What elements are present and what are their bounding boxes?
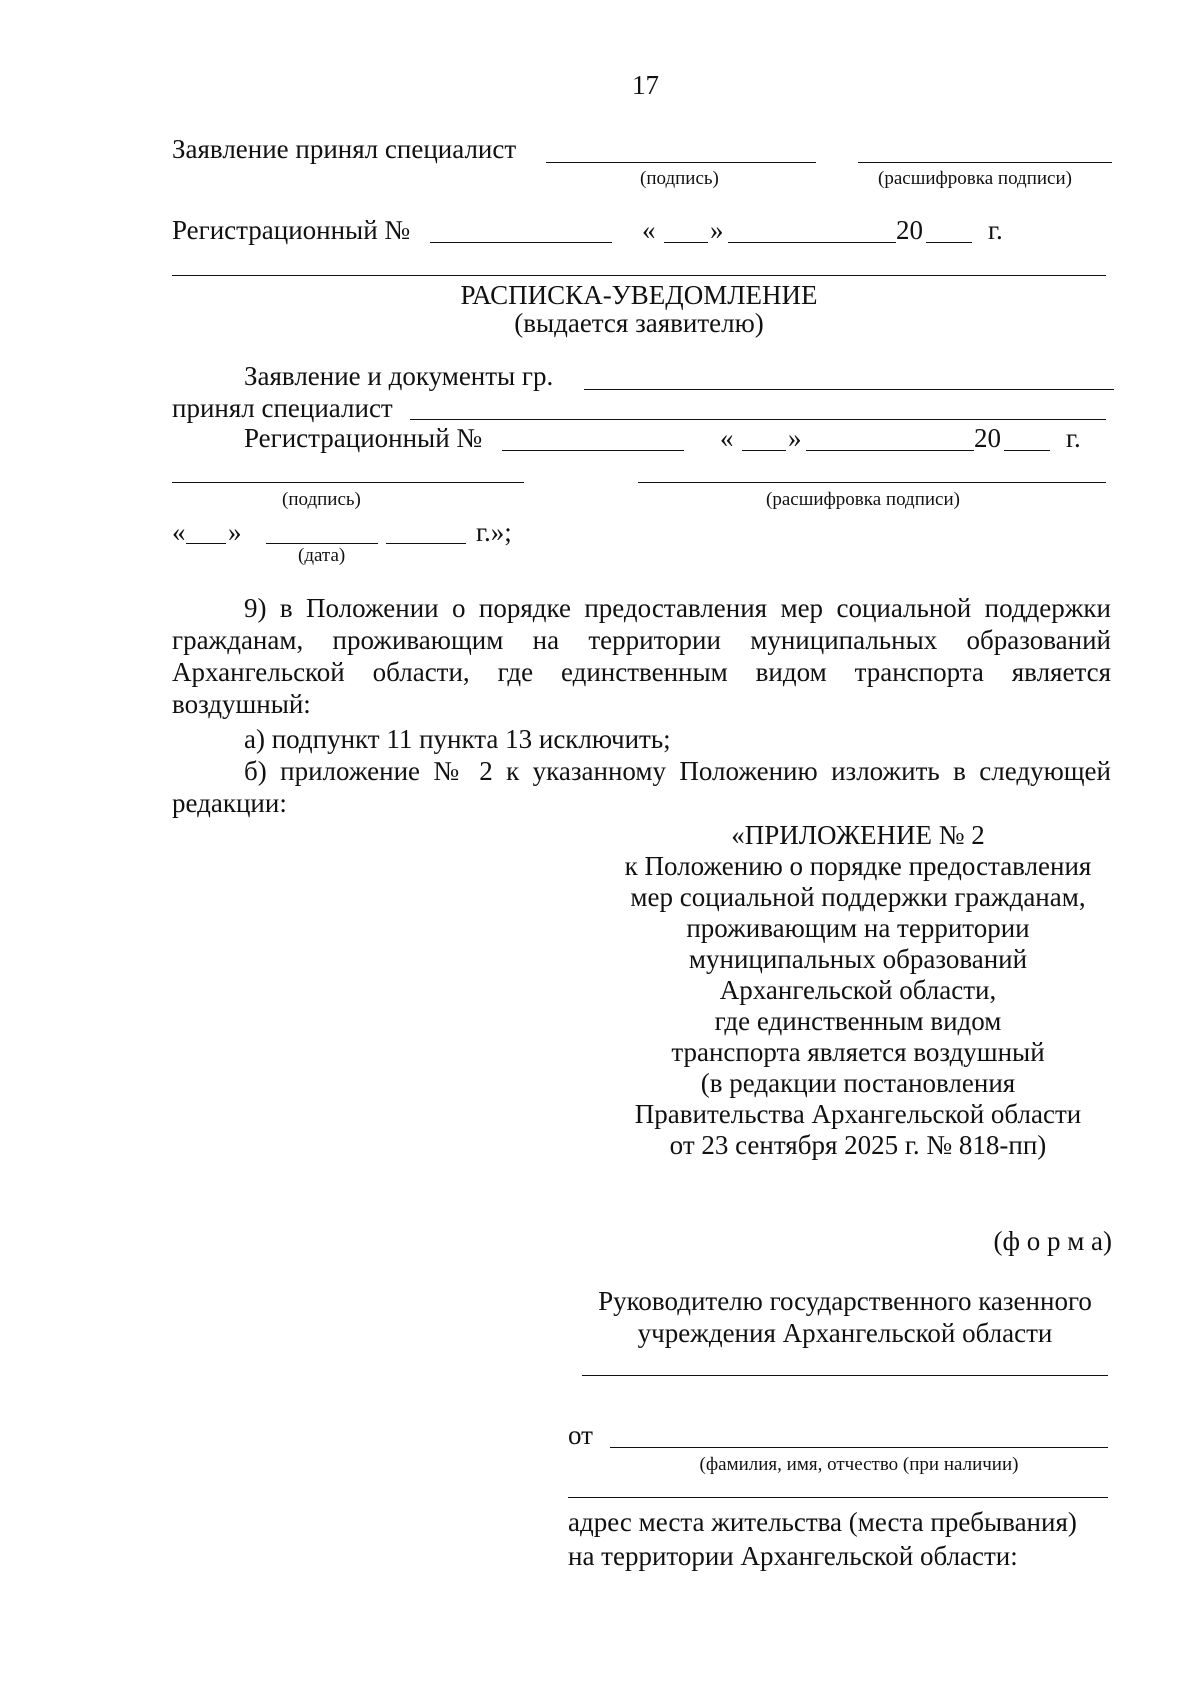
receipt-year-suffix: г. [1066, 423, 1081, 453]
year-suffix: г. [988, 215, 1003, 245]
address-top-line [568, 1497, 1108, 1498]
appendix-line: от 23 сентября 2025 г. № 818-пп) [669, 1130, 1047, 1160]
date-month-line [266, 543, 378, 544]
year-prefix: 20 [896, 215, 923, 245]
signature-decode-line [858, 162, 1112, 163]
fio-line [610, 1447, 1108, 1448]
receipt-accepted-label: принял специалист [172, 393, 393, 423]
date-caption: (дата) [298, 545, 346, 566]
from-label: от [568, 1420, 593, 1450]
para9-line-1: 9) в Положении о порядке предоставления мер социальной поддержки [244, 593, 1111, 623]
date-year-line [386, 543, 466, 544]
receipt-registration-number-line [502, 450, 684, 451]
para9-line-4: воздушный: [172, 689, 311, 719]
item-b-line-2: редакции: [172, 788, 287, 818]
day-line [664, 242, 708, 243]
address-label-line-1: адрес места жительства (места пребывания) [568, 1507, 1077, 1537]
date-suffix: г.»; [476, 517, 512, 547]
form-label: (ф о р м а) [993, 1226, 1112, 1256]
appendix-line: Правительства Архангельской области [634, 1099, 1082, 1129]
receipt-day-line [742, 450, 786, 451]
docs-label: Заявление и документы гр. [244, 361, 554, 391]
receipt-month-line [806, 450, 974, 451]
receipt-signature-decode-caption: (расшифровка подписи) [766, 489, 960, 510]
registration-number-line [430, 242, 612, 243]
cut-line [172, 275, 1106, 276]
receipt-signature-line [172, 482, 524, 483]
date-quote-close: » [228, 517, 242, 547]
address-label-line-2: на территории Архангельской области: [568, 1541, 1018, 1571]
date-quote-open: « [172, 517, 186, 547]
fio-caption: (фамилия, имя, отчество (при наличии) [699, 1454, 1019, 1475]
appendix-line: мер социальной поддержки гражданам, [630, 882, 1086, 912]
receipt-day-quote-close: » [788, 423, 802, 453]
month-line [728, 242, 896, 243]
appendix-line: муниципальных образований [688, 944, 1028, 974]
institution-name-line [582, 1375, 1108, 1376]
receipt-title: РАСПИСКА-УВЕДОМЛЕНИЕ [460, 280, 818, 310]
receipt-year-prefix: 20 [974, 423, 1001, 453]
addressee-line-2: учреждения Архангельской области [637, 1318, 1053, 1348]
appendix-line: проживающим на территории [686, 913, 1030, 943]
item-a: а) подпункт 11 пункта 13 исключить; [244, 724, 671, 754]
signature-line [546, 162, 816, 163]
registration-label: Регистрационный № [172, 215, 411, 245]
receipt-day-quote-open: « [720, 423, 734, 453]
receipt-signature-decode-line [638, 482, 1106, 483]
addressee-line-1: Руководителю государственного казенного [598, 1286, 1092, 1316]
accepted-by-label: Заявление принял специалист [172, 134, 517, 164]
para9-line-3: Архангельской области, где единственным видом транспорта является [172, 657, 1111, 687]
day-quote-close: » [710, 215, 724, 245]
receipt-year-line [1004, 450, 1050, 451]
appendix-title: «ПРИЛОЖЕНИЕ № 2 [731, 820, 985, 850]
signature-decode-caption: (расшифровка подписи) [878, 168, 1072, 189]
appendix-line: Архангельской области, [719, 975, 997, 1005]
date-day-line [186, 543, 226, 544]
appendix-line: транспорта является воздушный [671, 1037, 1045, 1067]
receipt-registration-label: Регистрационный № [244, 423, 483, 453]
para9-line-2: гражданам, проживающим на территории муниципальных образований [172, 625, 1111, 655]
specialist-name-line [410, 419, 1106, 420]
appendix-line: где единственным видом [714, 1006, 1002, 1036]
receipt-signature-caption: (подпись) [282, 489, 361, 510]
signature-caption: (подпись) [640, 168, 719, 189]
item-b-line-1: б) приложение № 2 к указанному Положению изложить в следующей [244, 756, 1111, 786]
appendix-line: (в редакции постановления [700, 1068, 1016, 1098]
day-quote-open: « [642, 215, 656, 245]
year-line [926, 242, 972, 243]
appendix-line: к Положению о порядке предоставления [624, 851, 1092, 881]
receipt-subtitle: (выдается заявителю) [514, 308, 764, 338]
page-number: 17 [632, 70, 659, 100]
applicant-name-line [584, 389, 1114, 390]
